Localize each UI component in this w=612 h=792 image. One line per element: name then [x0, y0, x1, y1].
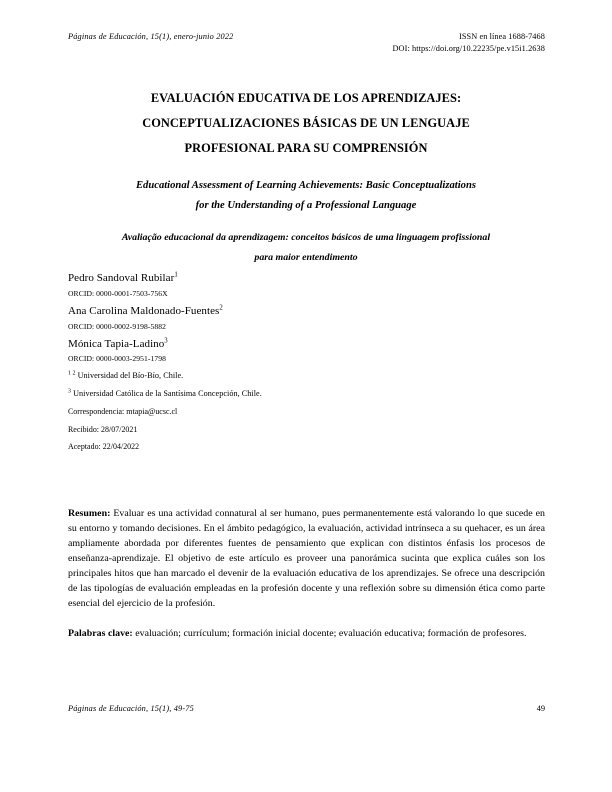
title-english: [78, 176, 534, 217]
abstract-body: Evaluar es una actividad connatural al ser humano, pues permanentemente está valorando lo que sucede en su entorno y tomando decisiones. En el ámbito pedagógico, la evaluación, actividad intrínseca a su quehacer, es un área ampliamente abordada por diferentes fuentes de pensamiento que explican con distintos énfasis los procesos de enseñanza-aprendizaje. El objetivo de este artículo es proveer una panorámica sucinta que explica cuáles son los principales hitos que han marcado el devenir de la evaluación educativa de los aprendizajes. Se ofrece una descripción de las tipologías de evaluación empleadas en la profesión docente y una reflexión sobre su dimensión ética como parte esencial del ejercicio de la profesión.: [68, 508, 545, 610]
author-block: [68, 272, 544, 460]
title-es-line-3: PROFESIONAL PARA SU COMPRENSIÓN: [184, 141, 428, 156]
received-date: Recibido: 28/07/2021: [68, 424, 138, 434]
page-title: [78, 86, 534, 162]
author-name-text: Mónica Tapia-Ladino: [68, 337, 165, 350]
author-name-text: Ana Carolina Maldonado-Fuentes: [68, 304, 220, 317]
affiliation-marker: 3: [68, 388, 71, 395]
running-head: [68, 31, 545, 56]
affiliation-marker: 1 2: [68, 369, 76, 376]
author-affiliation-marker: 3: [164, 337, 168, 345]
running-head-identifiers: [392, 31, 545, 56]
affiliation-text: Universidad Católica de la Santísima Concepción, Chile.: [73, 388, 262, 398]
author-name: [68, 305, 544, 319]
footer-citation: Páginas de Educación, 15(1), 49-75: [68, 704, 194, 713]
author-affiliation-marker: 2: [219, 304, 223, 312]
affiliation-list: [68, 371, 544, 452]
author-orcid[interactable]: ORCID: 0000-0002-9198-5882: [68, 321, 166, 331]
page-number: 49: [536, 704, 545, 713]
author-orcid[interactable]: ORCID: 0000-0001-7503-756X: [68, 288, 168, 298]
author-orcid[interactable]: ORCID: 0000-0003-2951-1798: [68, 354, 166, 364]
title-portuguese: [78, 228, 534, 269]
affiliation-text: Universidad del Bío-Bío, Chile.: [77, 370, 184, 380]
accepted-date: Aceptado: 22/04/2022: [68, 442, 140, 452]
affiliation-item: [68, 389, 544, 399]
title-en-line-2: for the Understanding of a Professional Language: [195, 200, 417, 212]
abstract-label: Resumen:: [68, 508, 111, 519]
abstract-section: [68, 506, 545, 641]
doi-link[interactable]: DOI: https://doi.org/10.22235/pe.v15i1.2638: [392, 44, 545, 54]
page-footer: [68, 704, 545, 713]
running-head-journal: Páginas de Educación, 15(1), enero-junio 2022: [68, 32, 234, 41]
keywords-body: evaluación; currículum; formación inicial docente; evaluación educativa; formación de profesores.: [132, 628, 527, 640]
author-name: [68, 272, 544, 286]
title-block: [78, 86, 534, 268]
title-es-line-2: CONCEPTUALIZACIONES BÁSICAS DE UN LENGUAJE: [142, 116, 470, 131]
issn-text: ISSN en línea 1688-7468: [458, 32, 545, 41]
author-affiliation-marker: 1: [174, 271, 178, 279]
keywords-paragraph: [68, 626, 545, 641]
author-name-text: Pedro Sandoval Rubilar: [68, 272, 175, 284]
author-name: [68, 338, 544, 352]
title-en-line-1: Educational Assessment of Learning Achievements: Basic Conceptualizations: [135, 179, 476, 191]
affiliation-item: [68, 371, 544, 381]
title-pt-line-1: Avaliação educacional da aprendizagem: conceitos básicos de uma linguagem profissional: [121, 231, 491, 243]
abstract-paragraph: [68, 506, 545, 611]
title-pt-line-2: para maior entendimento: [254, 252, 358, 264]
correspondence-line[interactable]: Correspondencia: mtapia@ucsc.cl: [68, 407, 178, 417]
keywords-label: Palabras clave:: [68, 628, 133, 640]
title-es-line-1: EVALUACIÓN EDUCATIVA DE LOS APRENDIZAJES:: [150, 91, 462, 105]
